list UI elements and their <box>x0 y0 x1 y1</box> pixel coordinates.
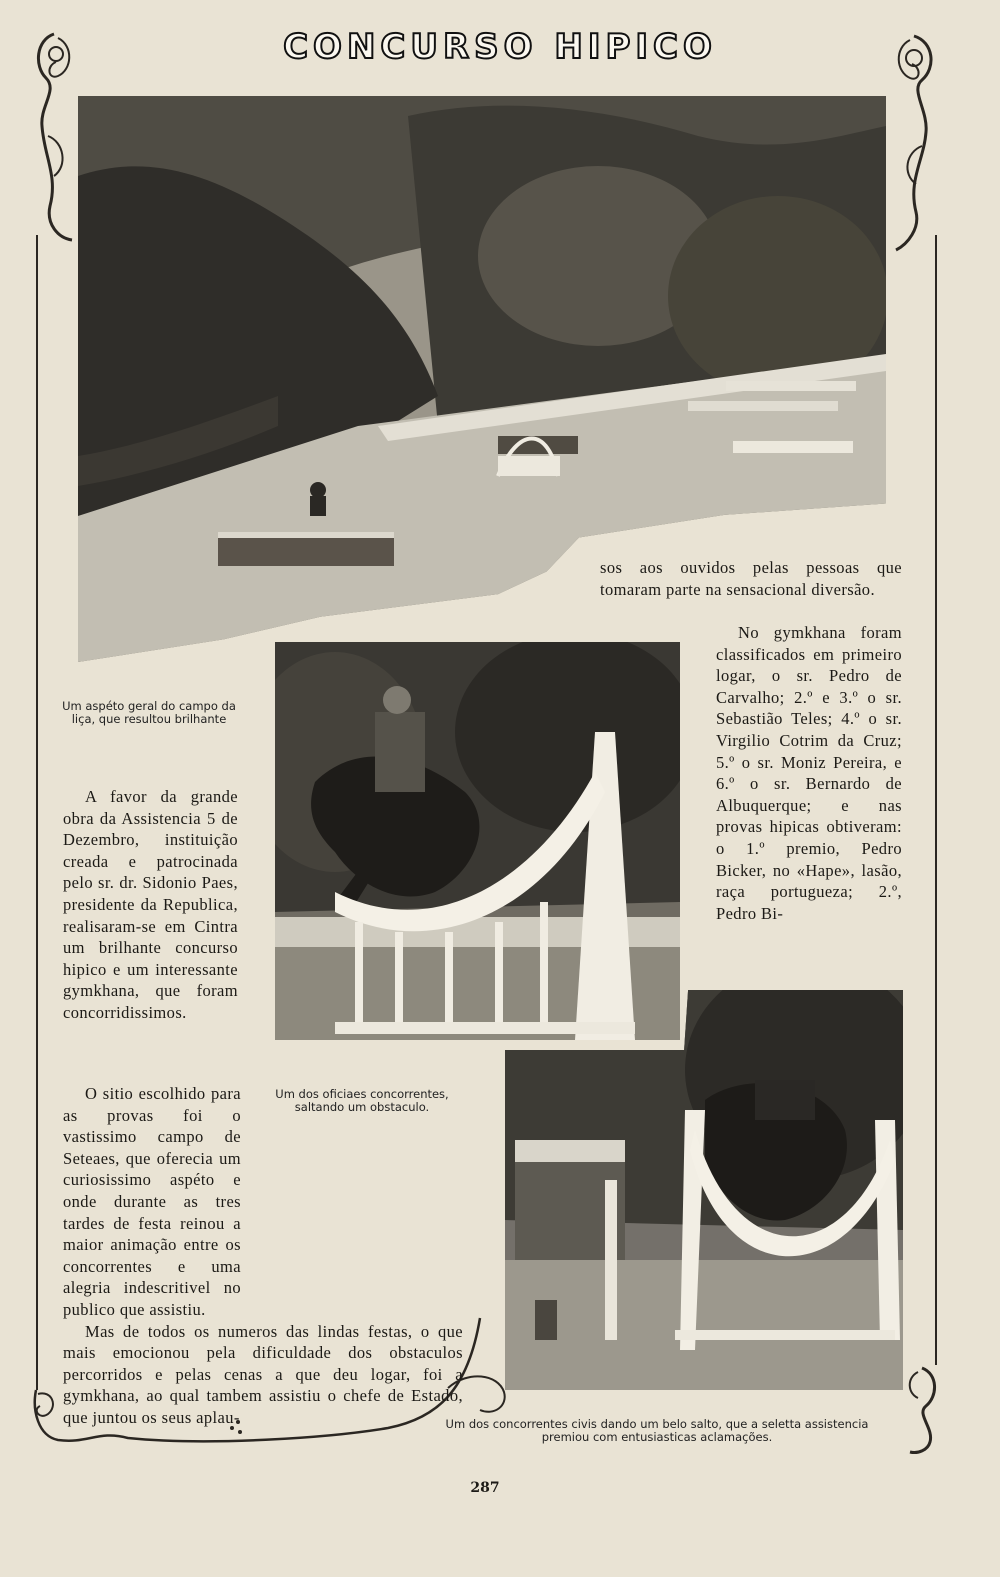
page-number: 287 <box>470 1480 500 1496</box>
officer-jump-photo <box>275 642 680 1040</box>
civilian-jump-image <box>505 990 903 1390</box>
frame-line-left <box>36 235 38 1390</box>
article-paragraph-2: O sitio escolhido para as provas foi o vastissimo campo de Seteaes, que oferecia um curiosissimo aspéto e onde durante as tres tardes de festa reinou a maior animação entre os concorrentes e uma alegria indescritivel no publico que assistiu. <box>63 1084 241 1319</box>
officer-jump-caption: Um dos oficiaes concorrentes, saltando um obstaculo. <box>275 1087 449 1114</box>
article-right-column-bottom <box>716 622 902 924</box>
frame-line-right <box>935 235 937 1365</box>
article-paragraph-3: Mas de todos os numeros das lindas festas, o que mais emocionou pela dificuldade dos obstaculos percorridos e pelas cenas a que deu logar, foi a gymkhana, ao qual tambem assistiu o chefe de Estado, que juntou os seus aplau- <box>63 1321 463 1427</box>
officer-jump-image <box>275 642 680 1040</box>
article-paragraph-4: sos aos ouvidos pelas pessoas que tomaram parte na sensacional diversão. <box>600 558 902 599</box>
article-right-column-top <box>600 557 902 600</box>
field-overview-caption: Um aspéto geral do campo da liça, que resultou brilhante <box>62 699 236 726</box>
top-right-scroll-ornament <box>886 28 942 260</box>
top-left-scroll-ornament <box>28 26 80 246</box>
article-paragraph-1: A favor da grande obra da Assistencia 5 de Dezembro, instituição creada e patrocinada pelo sr. dr. Sidonio Paes, presidente da Republica, realisaram-se em Cintra um brilhante concurso hipico e um interessante gymkhana, que foram concorridissimos. <box>63 787 238 1022</box>
bottom-right-scroll-ornament <box>900 1362 944 1458</box>
civilian-jump-caption: Um dos concorrentes civis dando um belo salto, que a seletta assistencia premiou com entusiasticas aclamações. <box>445 1417 869 1444</box>
civilian-jump-photo <box>505 990 903 1390</box>
article-left-column-top <box>63 786 238 1024</box>
article-left-column-bottom <box>63 1083 463 1429</box>
page-title: CONCURSO HIPICO <box>283 27 717 67</box>
article-paragraph-5: No gymkhana foram classificados em primeiro logar, o sr. Pedro de Carvalho; 2.º e 3.º o sr. Sebastião Teles; 4.º o sr. Virgilio Cotrim da Cruz; 5.º o sr. Moniz Pereira, e 6.º o sr. Bernardo de Albuquerque; e nas provas hipicas obtiveram: o 1.º premio, Pedro Bicker, no «Hape», lasão, raça portugueza; 2.º, Pedro Bi- <box>716 623 902 923</box>
